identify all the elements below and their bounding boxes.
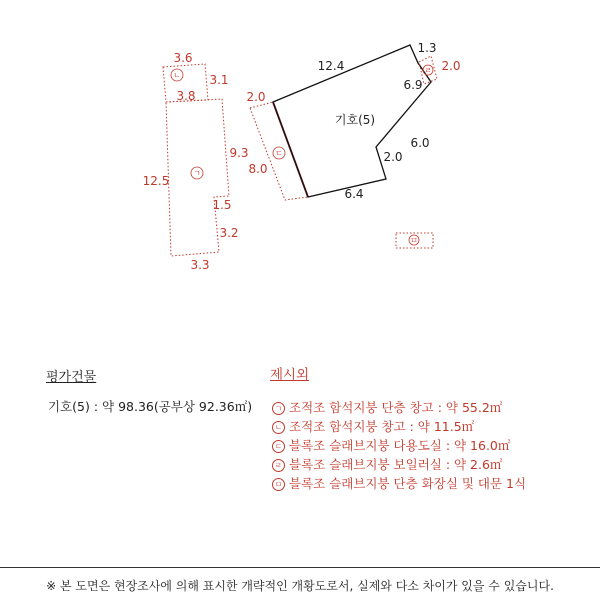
dim-main-notch: 1.3 xyxy=(417,41,437,55)
extras-item-marker: ㄹ xyxy=(272,459,285,472)
extras-item xyxy=(272,417,526,436)
extras-list xyxy=(272,398,526,493)
dim-annex-1-left: 12.5 xyxy=(142,174,170,188)
annex-1-marker xyxy=(191,167,203,179)
footer-note: ※ 본 도면은 현장조사에 의해 표시한 개략적인 개황도로서, 실제와 다소 차이가 있을 수 있습니다. xyxy=(46,579,554,593)
annex-5-marker-char: ㅁ xyxy=(410,236,418,245)
dim-annex-3-side: 8.0 xyxy=(248,162,268,176)
extras-item-text: 블록조 슬래브지붕 다용도실 : 약 16.0㎡ xyxy=(289,438,511,453)
annex-3-marker xyxy=(273,147,285,159)
extras-item-marker: ㄴ xyxy=(272,421,285,434)
extras-item-text: 조적조 함석지붕 단층 창고 : 약 55.2㎡ xyxy=(289,400,503,415)
dim-annex-1-bottom: 3.3 xyxy=(190,258,210,272)
extras-item xyxy=(272,474,526,493)
extras-item xyxy=(272,436,526,455)
extras-title: 제시외 xyxy=(270,367,310,383)
annex-3-marker-char: ㄷ xyxy=(275,149,283,158)
dim-annex-1-right-lower: 3.2 xyxy=(219,226,239,240)
annex-1-marker-char: ㄱ xyxy=(193,169,201,178)
main-building-label: 기호(5) xyxy=(334,113,376,127)
dim-main-step: 2.0 xyxy=(383,150,403,164)
evaluation-item: 기호(5) : 약 98.36(공부상 92.36㎡) xyxy=(48,399,253,414)
extras-item-marker: ㄷ xyxy=(272,440,285,453)
extras-item xyxy=(272,455,526,474)
annex-2-marker xyxy=(171,69,183,81)
evaluation-title: 평가건물 xyxy=(46,370,97,385)
extras-item-marker: ㅁ xyxy=(272,478,285,491)
annex-5-marker xyxy=(409,235,419,245)
dim-main-left: 2.0 xyxy=(246,90,266,104)
extras-item-text: 블록조 슬래브지붕 단층 화장실 및 대문 1식 xyxy=(289,476,527,491)
dim-annex-2-bottom: 3.8 xyxy=(176,89,196,103)
dim-main-right-lower: 6.0 xyxy=(410,136,430,150)
extras-item-text: 조적조 함석지붕 창고 : 약 11.5㎡ xyxy=(289,419,475,434)
annex-4-marker-char: ㄹ xyxy=(424,66,432,75)
dim-main-top: 12.4 xyxy=(317,59,345,73)
footer-divider xyxy=(0,567,600,568)
extras-item-marker: ㄱ xyxy=(272,402,285,415)
extras-item-text: 블록조 슬래브지붕 보일러실 : 약 2.6㎡ xyxy=(289,457,503,472)
dim-annex-4-side: 2.0 xyxy=(441,59,461,73)
dim-annex-2-top: 3.6 xyxy=(173,51,193,65)
annex-4-marker xyxy=(423,65,433,75)
dim-annex-1-step: 1.5 xyxy=(212,198,232,212)
dim-annex-1-right-upper: 9.3 xyxy=(229,146,249,160)
dim-annex-2-right: 3.1 xyxy=(209,73,229,87)
dim-main-bottom: 6.4 xyxy=(344,187,364,201)
dim-main-right-upper: 6.9 xyxy=(403,78,423,92)
annex-2-marker-char: ㄴ xyxy=(173,71,181,80)
extras-item xyxy=(272,398,526,417)
